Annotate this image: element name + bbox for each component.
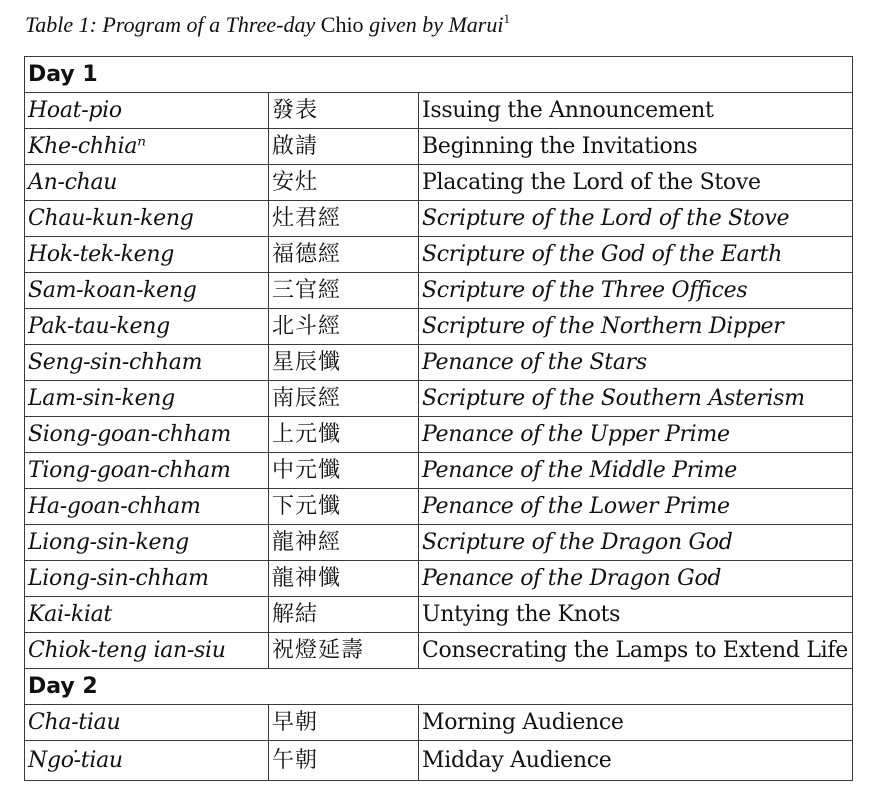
- romanized-name-cell: Siong-goan-chham: [25, 417, 269, 453]
- table-row: [25, 525, 853, 561]
- caption-chio: Chio: [320, 12, 364, 37]
- chinese-title-cell: 安灶: [269, 165, 419, 201]
- romanized-name-cell: Ha-goan-chham: [25, 489, 269, 525]
- caption-part1: Table 1: Program of a Three-day: [25, 12, 321, 37]
- chinese-title-cell: 午朝: [269, 741, 419, 781]
- chinese-title-cell: 三官經: [269, 273, 419, 309]
- table-row: [25, 381, 853, 417]
- english-translation-cell: Scripture of the Dragon God: [419, 525, 853, 561]
- english-translation-cell: Penance of the Middle Prime: [419, 453, 853, 489]
- table-row: [25, 705, 853, 741]
- table-row: [25, 237, 853, 273]
- english-translation-cell: Scripture of the Three Offices: [419, 273, 853, 309]
- table-row: [25, 309, 853, 345]
- english-translation-cell: Morning Audience: [419, 705, 853, 741]
- romanized-name-cell: An-chau: [25, 165, 269, 201]
- romanized-name-cell: Ngo͘-tiau: [25, 741, 269, 781]
- romanized-name-cell: Lam-sin-keng: [25, 381, 269, 417]
- day-label: Day 1: [25, 57, 853, 93]
- program-table: [24, 56, 853, 781]
- chinese-title-cell: 解結: [269, 597, 419, 633]
- chinese-title-cell: 龍神經: [269, 525, 419, 561]
- romanized-name-cell: Chau-kun-keng: [25, 201, 269, 237]
- caption-part2: given by Marui: [363, 12, 504, 37]
- table-row: [25, 129, 853, 165]
- chinese-title-cell: 龍神懺: [269, 561, 419, 597]
- chinese-title-cell: 南辰經: [269, 381, 419, 417]
- english-translation-cell: Midday Audience: [419, 741, 853, 781]
- english-translation-cell: Penance of the Lower Prime: [419, 489, 853, 525]
- romanized-name-cell: Liong-sin-chham: [25, 561, 269, 597]
- table-row: [25, 633, 853, 669]
- footnote-marker: 1: [503, 11, 510, 26]
- english-translation-cell: Consecrating the Lamps to Extend Life: [419, 633, 853, 669]
- english-translation-cell: Penance of the Upper Prime: [419, 417, 853, 453]
- chinese-title-cell: 啟請: [269, 129, 419, 165]
- romanized-name-cell: Pak-tau-keng: [25, 309, 269, 345]
- english-translation-cell: Scripture of the Northern Dipper: [419, 309, 853, 345]
- romanized-name-cell: Hoat-pio: [25, 93, 269, 129]
- romanized-name-cell: Tiong-goan-chham: [25, 453, 269, 489]
- table-row: [25, 741, 853, 781]
- table-row: [25, 561, 853, 597]
- day-header-row: [25, 669, 853, 705]
- romanized-name-cell: Seng-sin-chham: [25, 345, 269, 381]
- table-row: [25, 453, 853, 489]
- chinese-title-cell: 下元懺: [269, 489, 419, 525]
- english-translation-cell: Scripture of the Lord of the Stove: [419, 201, 853, 237]
- table-row: [25, 93, 853, 129]
- chinese-title-cell: 北斗經: [269, 309, 419, 345]
- chinese-title-cell: 早朝: [269, 705, 419, 741]
- table-row: [25, 273, 853, 309]
- romanized-name-cell: Khe-chhiaⁿ: [25, 129, 269, 165]
- english-translation-cell: Issuing the Announcement: [419, 93, 853, 129]
- english-translation-cell: Scripture of the God of the Earth: [419, 237, 853, 273]
- chinese-title-cell: 中元懺: [269, 453, 419, 489]
- english-translation-cell: Scripture of the Southern Asterism: [419, 381, 853, 417]
- english-translation-cell: Penance of the Stars: [419, 345, 853, 381]
- chinese-title-cell: 灶君經: [269, 201, 419, 237]
- romanized-name-cell: Sam-koan-keng: [25, 273, 269, 309]
- table-row: [25, 417, 853, 453]
- english-translation-cell: Untying the Knots: [419, 597, 853, 633]
- english-translation-cell: Penance of the Dragon God: [419, 561, 853, 597]
- program-table-body: [25, 57, 853, 781]
- romanized-name-cell: Liong-sin-keng: [25, 525, 269, 561]
- romanized-name-cell: Cha-tiau: [25, 705, 269, 741]
- table-row: [25, 489, 853, 525]
- chinese-title-cell: 星辰懺: [269, 345, 419, 381]
- chinese-title-cell: 上元懺: [269, 417, 419, 453]
- chinese-title-cell: 福德經: [269, 237, 419, 273]
- romanized-name-cell: Hok-tek-keng: [25, 237, 269, 273]
- table-row: [25, 165, 853, 201]
- table-row: [25, 345, 853, 381]
- chinese-title-cell: 祝燈延壽: [269, 633, 419, 669]
- english-translation-cell: Beginning the Invitations: [419, 129, 853, 165]
- romanized-name-cell: Chiok-teng ian-siu: [25, 633, 269, 669]
- day-header-row: [25, 57, 853, 93]
- romanized-name-cell: Kai-kiat: [25, 597, 269, 633]
- english-translation-cell: Placating the Lord of the Stove: [419, 165, 853, 201]
- table-row: [25, 201, 853, 237]
- chinese-title-cell: 發表: [269, 93, 419, 129]
- table-caption: [25, 12, 510, 38]
- table-row: [25, 597, 853, 633]
- day-label: Day 2: [25, 669, 853, 705]
